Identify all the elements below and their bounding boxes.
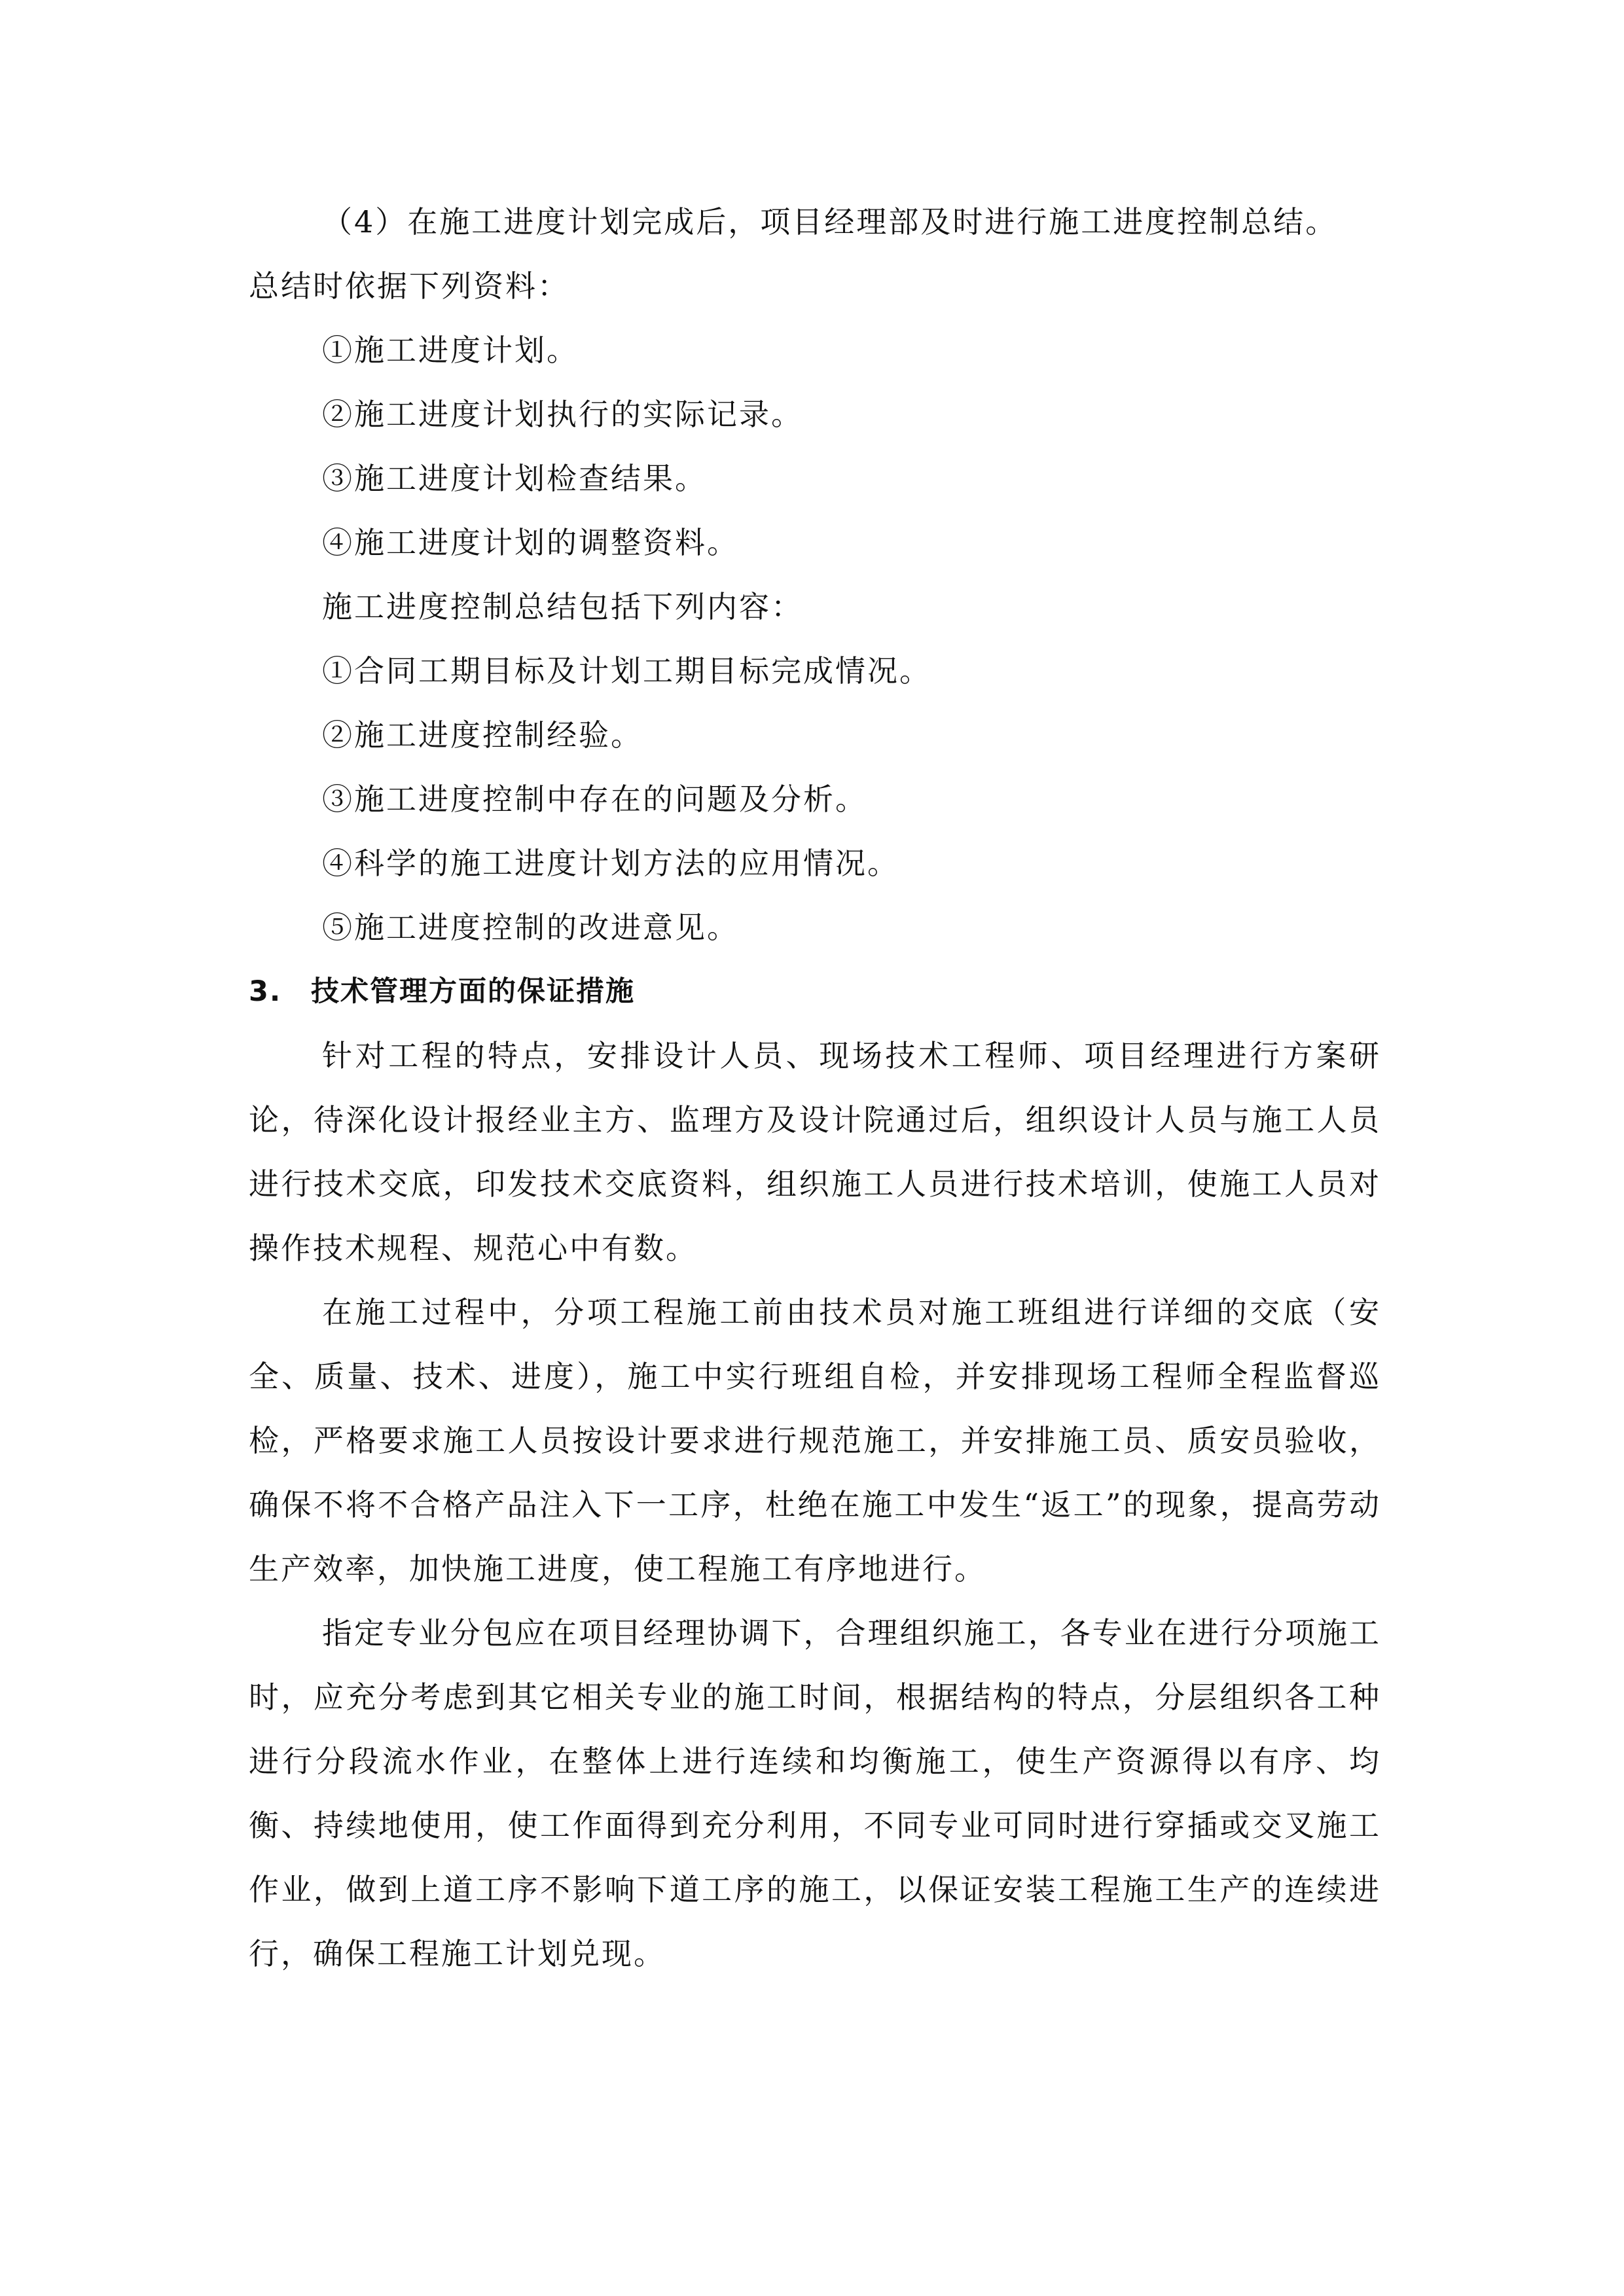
section-heading xyxy=(249,960,1381,1024)
section-number: 3. xyxy=(249,975,282,1008)
material-item-2: ②施工进度计划执行的实际记录。 xyxy=(322,397,803,432)
summary-content-item-4: ④科学的施工进度计划方法的应用情况。 xyxy=(322,846,899,881)
section4-intro-line1: （4）在施工进度计划完成后，项目经理部及时进行施工进度控制总结。 xyxy=(322,204,1338,240)
document-page xyxy=(249,190,1381,1986)
summary-content-item-1: ①合同工期目标及计划工期目标完成情况。 xyxy=(322,653,931,689)
paragraph-subcontract-coordination: 指定专业分包应在项目经理协调下，合理组织施工，各专业在进行分项施工时，应充分考虑到其它相关专业的施工时间，根据结构的特点，分层组织各工种进行分段流水作业，在整体上进行连续和均衡施工，使生产资源得以有序、均衡、持续地使用，使工作面得到充分利用，不同专业可同时进行穿插或交叉施工作业，做到上道工序不影响下道工序的施工，以保证安装工程施工生产的连续进行，确保工程施工计划兑现。 xyxy=(249,1615,1381,1971)
summary-content-item-5: ⑤施工进度控制的改进意见。 xyxy=(322,910,739,945)
summary-content-item-3: ③施工进度控制中存在的问题及分析。 xyxy=(322,781,867,817)
material-item-3: ③施工进度计划检查结果。 xyxy=(322,461,707,496)
summary-content-item-2: ②施工进度控制经验。 xyxy=(322,717,643,753)
material-item-4: ④施工进度计划的调整资料。 xyxy=(322,525,739,560)
paragraph-technical-briefing: 针对工程的特点，安排设计人员、现场技术工程师、项目经理进行方案研论，待深化设计报经业主方、监理方及设计院通过后，组织设计人员与施工人员进行技术交底，印发技术交底资料，组织施工人员进行技术培训，使施工人员对操作技术规程、规范心中有数。 xyxy=(249,1038,1381,1266)
paragraph-construction-process: 在施工过程中，分项工程施工前由技术员对施工班组进行详细的交底（安全、质量、技术、进度），施工中实行班组自检，并安排现场工程师全程监督巡检，严格要求施工人员按设计要求进行规范施工，并安排施工员、质安员验收，确保不将不合格产品注入下一工序，杜绝在施工中发生“返工”的现象，提高劳动生产效率，加快施工进度，使工程施工有序地进行。 xyxy=(249,1295,1381,1587)
material-item-1: ①施工进度计划。 xyxy=(322,332,579,368)
section-title: 技术管理方面的保证措施 xyxy=(311,975,635,1008)
summary-intro: 施工进度控制总结包括下列内容： xyxy=(322,589,803,624)
section4-intro-line2: 总结时依据下列资料： xyxy=(249,268,569,304)
